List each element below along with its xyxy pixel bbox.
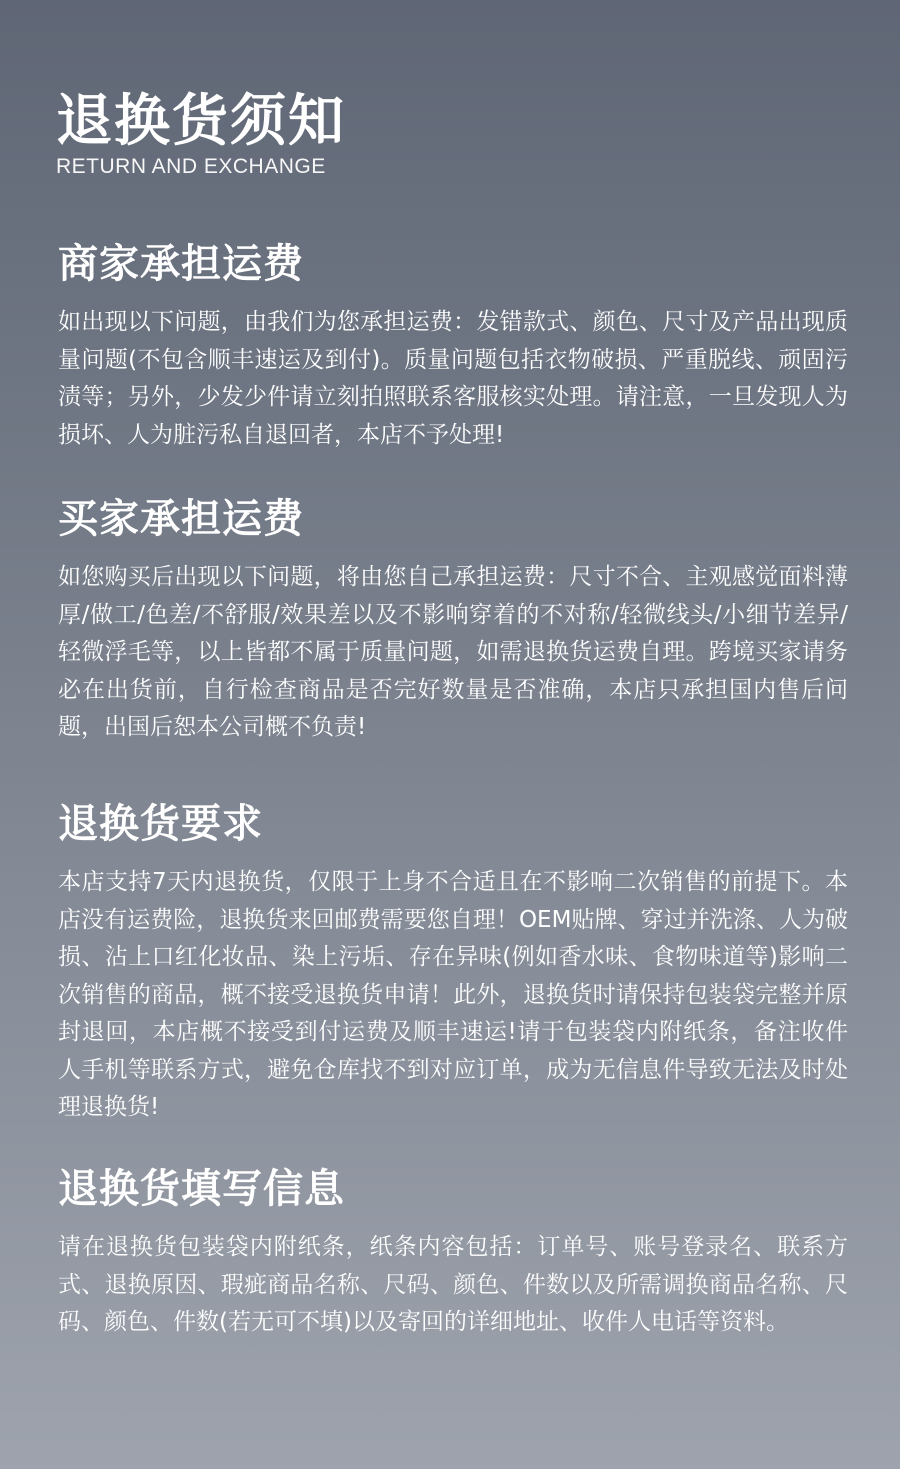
page-subtitle: RETURN AND EXCHANGE <box>56 155 326 178</box>
section-return-info-form <box>58 1165 848 1342</box>
section-heading: 退换货要求 <box>58 801 263 847</box>
section-buyer-pays-shipping <box>58 495 848 747</box>
section-body: 如您购买后出现以下问题，将由您自己承担运费：尺寸不合、主观感觉面料薄厚/做工/色差/不舒服/效果差以及不影响穿着的不对称/轻微线头/小细节差异/轻微浮毛等，以上皆都不属于质量问题，如需退换货运费自理。跨境买家请务必在出货前，自行检查商品是否完好数量是否准确，本店只承担国内售后问题，出国后恕本公司概不负责! <box>58 564 848 740</box>
section-return-requirements <box>58 800 848 1127</box>
section-body: 本店支持7天内退换货，仅限于上身不合适且在不影响二次销售的前提下。本店没有运费险，退换货来回邮费需要您自理！OEM贴牌、穿过并洗涤、人为破损、沾上口红化妆品、染上污垢、存在异味(例如香水味、食物味道等)影响二次销售的商品，概不接受退换货申请！此外，退换货时请保持包装袋完整并原封退回，本店概不接受到付运费及顺丰速运!请于包装袋内附纸条，备注收件人手机等联系方式，避免仓库找不到对应订单，成为无信息件导致无法及时处理退换货! <box>58 869 848 1120</box>
section-seller-pays-shipping <box>58 240 848 454</box>
section-body: 请在退换货包装袋内附纸条，纸条内容包括：订单号、账号登录名、联系方式、退换原因、瑕疵商品名称、尺码、颜色、件数以及所需调换商品名称、尺码、颜色、件数(若无可不填)以及寄回的详细地址、收件人电话等资料。 <box>58 1234 848 1335</box>
section-heading: 退换货填写信息 <box>58 1166 345 1212</box>
section-body: 如出现以下问题，由我们为您承担运费：发错款式、颜色、尺寸及产品出现质量问题(不包含顺丰速运及到付)。质量问题包括衣物破损、严重脱线、顽固污渍等；另外，少发少件请立刻拍照联系客服核实处理。请注意，一旦发现人为损坏、人为脏污私自退回者，本店不予处理! <box>58 309 848 448</box>
section-heading: 买家承担运费 <box>58 496 304 542</box>
page-header <box>56 90 346 180</box>
section-heading: 商家承担运费 <box>58 241 304 287</box>
page-title: 退换货须知 <box>56 89 346 154</box>
